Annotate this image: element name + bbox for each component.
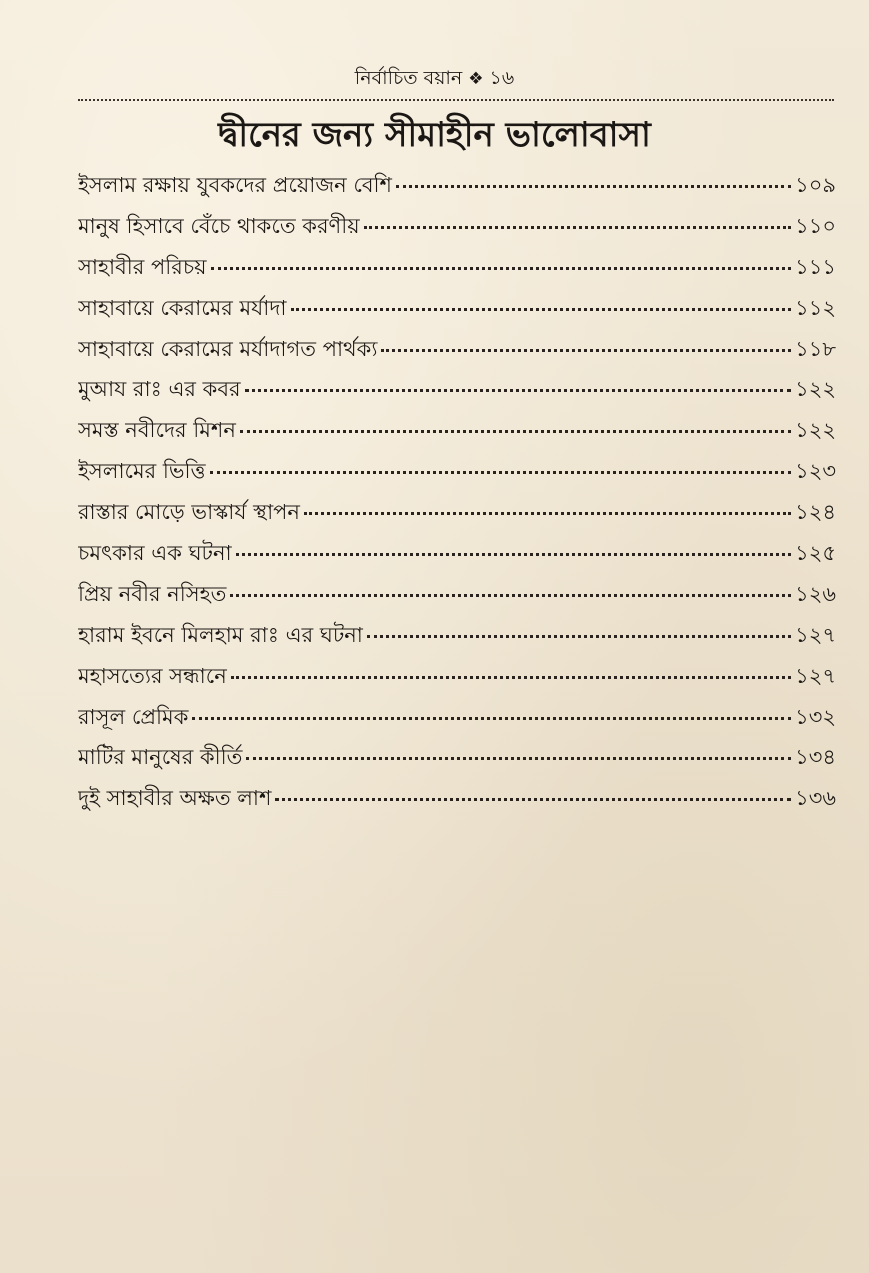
- toc-entry-page: ১২৭: [795, 663, 836, 688]
- toc-entry-title: রাসূল প্রেমিক: [78, 704, 189, 729]
- toc-entry-title: ইসলামের ভিত্তি: [78, 459, 206, 484]
- toc-entry-page: ১২৬: [795, 581, 836, 606]
- toc-entry-title: প্রিয় নবীর নসিহত: [78, 581, 227, 606]
- toc-entry-title: মাটির মানুষের কীর্তি: [78, 745, 243, 770]
- toc-entry-page: ১২৫: [795, 541, 836, 566]
- toc-entry: [78, 288, 836, 329]
- dot-leader: [291, 308, 792, 311]
- toc-entry: [78, 206, 836, 247]
- toc-entry: [78, 533, 836, 574]
- dot-leader: [304, 512, 791, 515]
- book-title: নির্বাচিত বয়ান: [354, 67, 463, 89]
- toc-entry-title: মহাসত্যের সন্ধানে: [78, 663, 227, 688]
- dot-leader: [230, 594, 791, 597]
- dot-leader: [211, 267, 792, 270]
- toc-entry-page: ১০৯: [795, 173, 836, 197]
- toc-entry-page: ১২২: [795, 418, 836, 443]
- running-header: [0, 66, 869, 91]
- toc-entry-page: ১২৭: [795, 622, 836, 647]
- toc-entry: [78, 329, 836, 370]
- dot-leader: [275, 798, 791, 801]
- toc-entry-page: ১২৪: [795, 500, 836, 525]
- toc-entry-title: মুআয রাঃ এর কবর: [78, 377, 241, 402]
- dot-leader: [231, 676, 791, 679]
- toc-entry-title: ইসলাম রক্ষায় যুবকদের প্রয়োজন বেশি: [78, 173, 392, 197]
- dot-leader: [210, 471, 792, 474]
- page-number: ১৬: [489, 67, 515, 89]
- toc-entry-page: ১২২: [795, 377, 836, 402]
- table-of-contents: [78, 165, 836, 819]
- toc-entry-title: রাস্তার মোড়ে ভাস্কার্য স্থাপন: [78, 500, 300, 525]
- toc-entry-page: ১৩৪: [795, 745, 836, 770]
- toc-entry-title: সাহাবীর পরিচয়: [78, 254, 207, 279]
- dot-leader: [236, 553, 791, 556]
- dot-leader: [240, 430, 791, 433]
- separator-ornament-icon: ❖: [468, 69, 484, 89]
- dot-leader: [367, 635, 791, 638]
- toc-entry: [78, 451, 836, 492]
- toc-entry: [78, 574, 836, 615]
- toc-entry-page: ১১১: [795, 254, 836, 279]
- dot-leader: [381, 349, 791, 352]
- dot-leader: [192, 717, 791, 720]
- toc-entry-page: ১২৩: [795, 459, 836, 484]
- toc-entry-title: সমস্ত নবীদের মিশন: [78, 418, 236, 443]
- toc-entry: [78, 410, 836, 451]
- dot-leader: [245, 389, 791, 392]
- dot-leader: [396, 185, 791, 188]
- toc-entry-title: সাহাবায়ে কেরামের মর্যাদা: [78, 295, 287, 320]
- header-dotted-rule: [78, 99, 834, 101]
- toc-entry-page: ১৩৬: [795, 786, 836, 811]
- toc-entry-page: ১৩২: [795, 704, 836, 729]
- toc-entry-page: ১১০: [795, 213, 836, 238]
- toc-entry-title: চমৎকার এক ঘটনা: [78, 541, 232, 566]
- toc-entry-page: ১১২: [795, 295, 836, 320]
- toc-entry: [78, 697, 836, 738]
- toc-entry-title: মানুষ হিসাবে বেঁচে থাকতে করণীয়: [78, 213, 360, 238]
- dot-leader: [246, 757, 791, 760]
- toc-entry-page: ১১৮: [795, 336, 836, 361]
- toc-entry: [78, 165, 836, 206]
- toc-entry-title: হারাম ইবনে মিলহাম রাঃ এর ঘটনা: [78, 622, 363, 647]
- toc-entry: [78, 615, 836, 656]
- toc-entry-title: সাহাবায়ে কেরামের মর্যাদাগত পার্থক্য: [78, 336, 378, 361]
- dot-leader: [364, 226, 792, 229]
- toc-entry: [78, 737, 836, 778]
- toc-entry: [78, 492, 836, 533]
- toc-entry: [78, 369, 836, 410]
- toc-entry: [78, 778, 836, 819]
- toc-entry: [78, 656, 836, 697]
- chapter-title: দ্বীনের জন্য সীমাহীন ভালোবাসা: [218, 115, 651, 155]
- toc-entry: [78, 247, 836, 288]
- toc-entry-title: দুই সাহাবীর অক্ষত লাশ: [78, 786, 272, 811]
